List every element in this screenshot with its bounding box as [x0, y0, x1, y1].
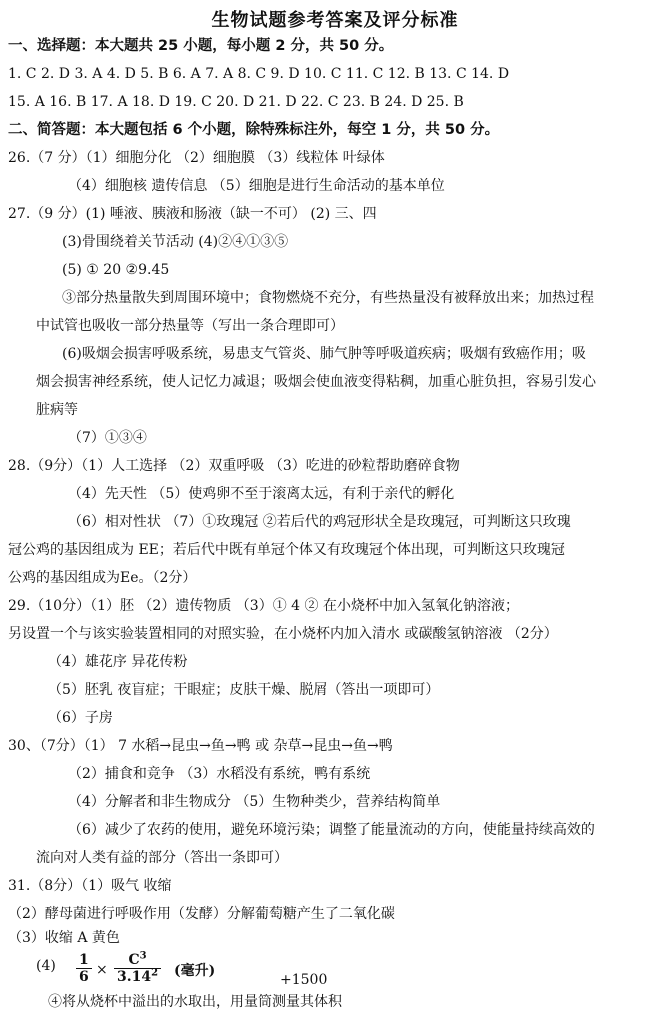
q27-line: (5) ① 20 ②9.45: [62, 262, 170, 278]
q29-line: 29.（10分）（1）胚 （2）遗传物质 （3）① 4 ② 在小烧杯中加入氢氧化钠溶液；: [8, 598, 519, 614]
q28-line: （4）先天性 （5）使鸡卵不至于滚离太远，有利于亲代的孵化: [68, 486, 455, 502]
q27-line: (6)吸烟会损害呼吸系统，易患支气管炎、肺气肿等呼吸道疾病；吸烟有致癌作用；吸: [62, 346, 586, 362]
q28-line: （6）相对性状 （7）①玫瑰冠 ②若后代的鸡冠形状全是玫瑰冠，可判断这只玫瑰: [68, 514, 571, 530]
q27-line: 烟会损害神经系统，使人记忆力减退；吸烟会使血液变得粘稠，加重心脏负担，容易引发心: [36, 374, 596, 390]
q28-line: 冠公鸡的基因组成为 EE；若后代中既有单冠个体又有玫瑰冠个体出现，可判断这只玫瑰冠: [8, 542, 565, 558]
q26-line: 26.（7 分）（1）细胞分化 （2）细胞膜 （3）线粒体 叶绿体: [8, 150, 385, 166]
q30-line: 30、（7分）（1） 7 水稻→昆虫→鱼→鸭 或 杂草→昆虫→鱼→鸭: [8, 738, 393, 754]
q27-line: 脏病等: [36, 402, 78, 418]
q31-line: ④将从烧杯中溢出的水取出，用量筒测量其体积: [48, 994, 342, 1010]
frac1-denominator: 6: [79, 969, 89, 985]
answer-line: 1. C 2. D 3. A 4. D 5. B 6. A 7. A 8. C 9. D 10. C 11. C 12. B 13. C 14. D: [8, 66, 510, 82]
fraction-one-sixth: [76, 952, 92, 985]
q31-line: （3）收缩 A 黄色: [8, 930, 120, 946]
unit-label: (毫升): [174, 963, 216, 979]
q27-line: ③部分热量散失到周围环境中；食物燃烧不充分，有些热量没有被释放出来；加热过程: [62, 290, 594, 306]
q27-line: (3)骨围绕着关节活动 (4)②④①③⑤: [62, 234, 289, 250]
volume-formula: [36, 952, 436, 996]
section-2-heading: 二、简答题：本大题包括 6 个小题，除特殊标注外，每空 1 分，共 50 分。: [8, 122, 500, 138]
times-sign: ×: [96, 962, 108, 978]
q29-line: 另设置一个与该实验装置相同的对照实验，在小烧杯内加入清水 或碳酸氢钠溶液 （2分）: [8, 626, 558, 642]
q30-line: （6）减少了农药的使用，避免环境污染；调整了能量流动的方向，使能量持续高效的: [68, 822, 595, 838]
q29-line: （4）雄花序 异花传粉: [48, 654, 188, 670]
q26-line: （4）细胞核 遗传信息 （5）细胞是进行生命活动的基本单位: [68, 178, 445, 194]
q31-line: （2）酵母菌进行呼吸作用（发酵）分解葡萄糖产生了二氧化碳: [8, 906, 395, 922]
q27-line: 中试管也吸收一部分热量等（写出一条合理即可）: [36, 318, 344, 334]
q28-line: 公鸡的基因组成为Ee。（2分）: [8, 570, 197, 586]
q30-line: （2）捕食和竞争 （3）水稻没有系统，鸭有系统: [68, 766, 371, 782]
q29-line: （5）胚乳 夜盲症；干眼症；皮肤干燥、脱屑（答出一项即可）: [48, 682, 440, 698]
frac1-numerator: 1: [79, 952, 89, 968]
page-title: 生物试题参考答案及评分标准: [211, 10, 459, 31]
q27-line: （7）①③④: [68, 430, 147, 446]
section-1-heading: 一、选择题：本大题共 25 小题，每小题 2 分，共 50 分。: [8, 38, 394, 54]
q28-line: 28.（9分）（1）人工选择 （2）双重呼吸 （3）吃进的砂粒帮助磨碎食物: [8, 458, 460, 474]
frac2-denominator: 3.14$^2$: [117, 967, 159, 985]
q31-line: 31.（8分）（1）吸气 收缩: [8, 878, 172, 894]
answer-line: 15. A 16. B 17. A 18. D 19. C 20. D 21. D 22. C 23. B 24. D 25. B: [8, 94, 464, 110]
q29-line: （6）子房: [48, 710, 113, 726]
q30-line: （4）分解者和非生物成分 （5）生物种类少，营养结构简单: [68, 794, 441, 810]
frac2-numerator: $C^3$: [128, 950, 147, 968]
formula-label: (4): [36, 958, 56, 974]
fraction-c-cubed: [114, 952, 161, 985]
q27-line: 27.（9 分）(1) 唾液、胰液和肠液（缺一不可） (2) 三、四: [8, 206, 377, 222]
q30-line: 流向对人类有益的部分（答出一条即可）: [36, 850, 288, 866]
formula-tail: +1500: [280, 972, 328, 988]
